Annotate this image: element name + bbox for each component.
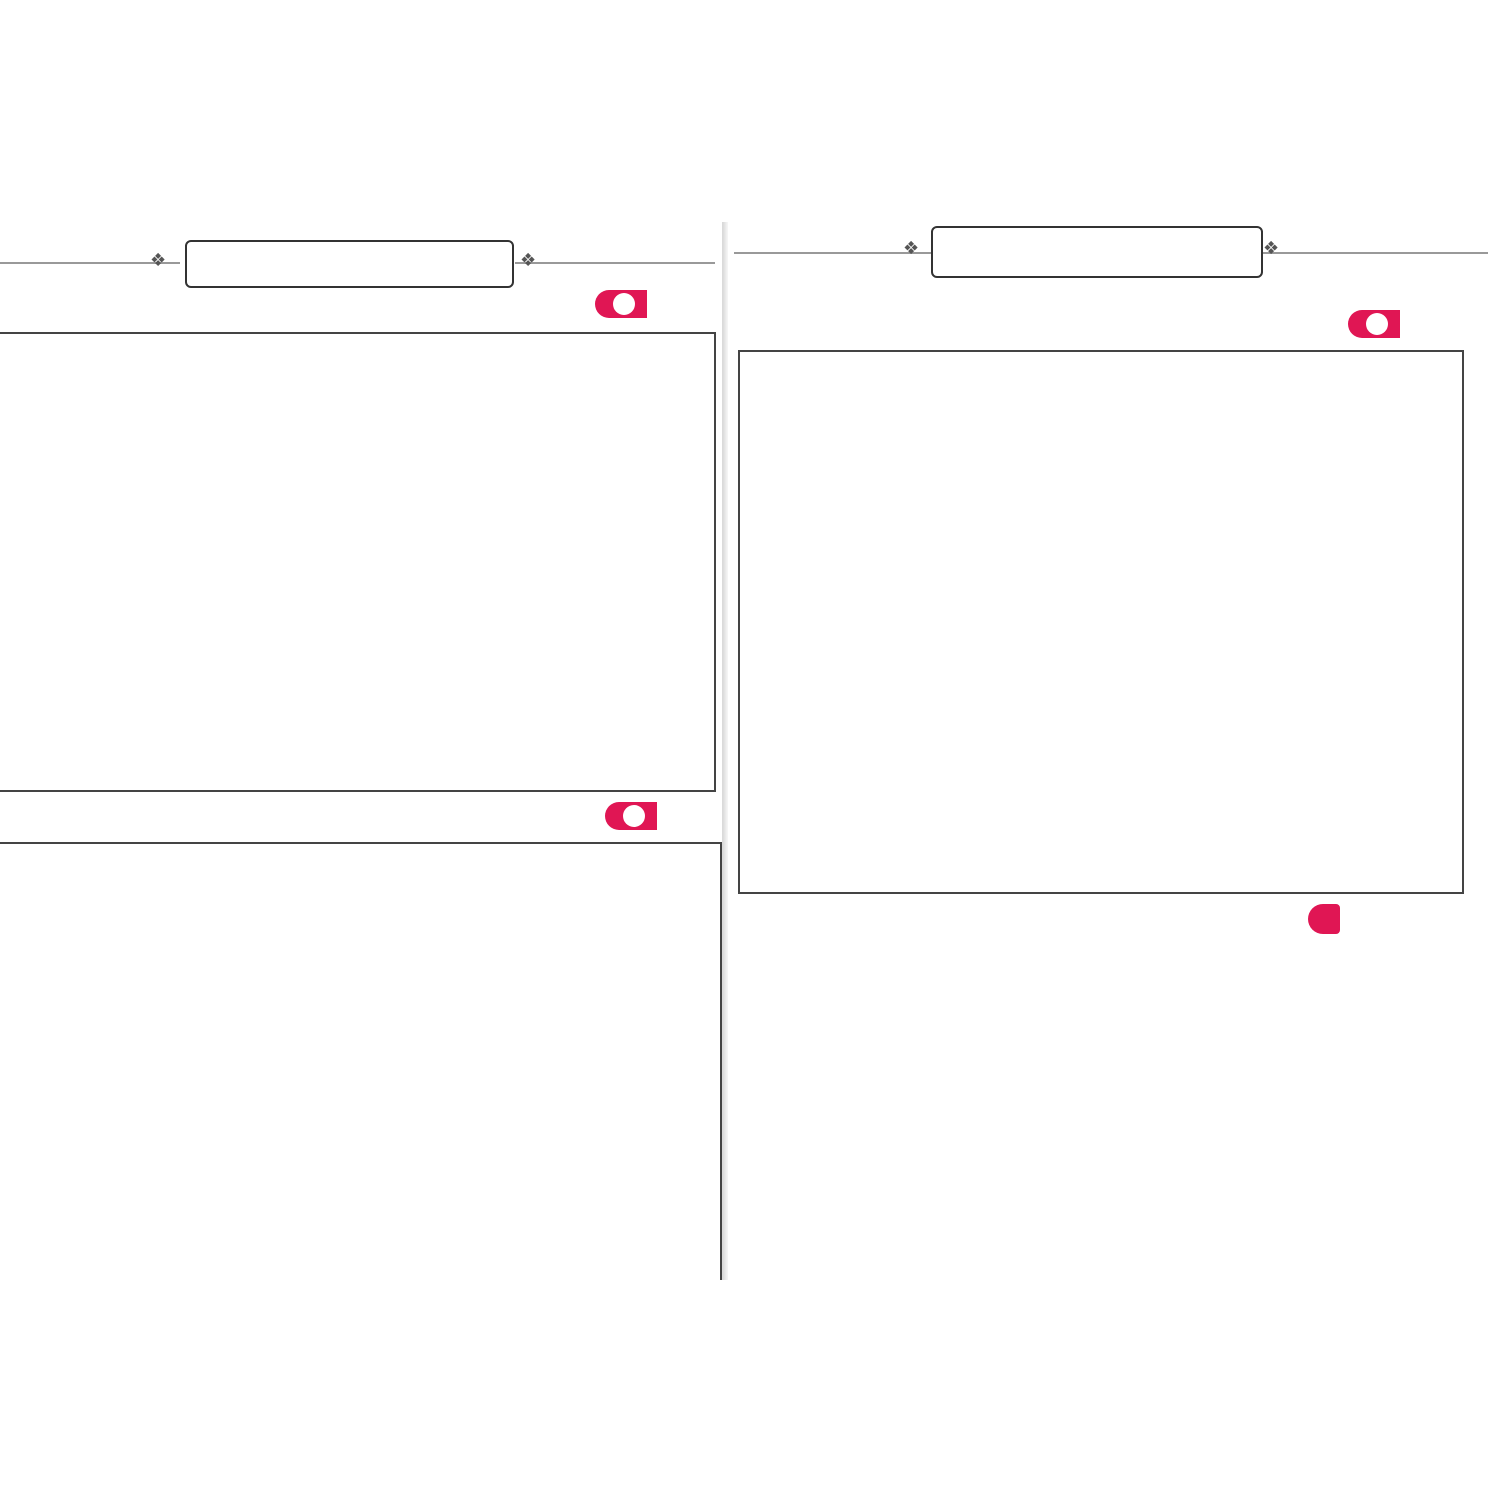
syllable-grid: [738, 350, 1464, 894]
page-title-box: [931, 226, 1263, 278]
right-page: [728, 222, 1500, 1280]
exercise-badge: [1348, 310, 1400, 338]
ornament-icon: ❖: [903, 238, 920, 259]
left-page: [0, 222, 722, 1280]
ornament-icon: ❖: [520, 250, 537, 271]
page-title-box: [185, 240, 514, 288]
exercise-number: [1366, 313, 1388, 335]
ornament-icon: ❖: [1263, 238, 1280, 259]
exercise-badge: [605, 802, 657, 830]
header-rule: [1263, 252, 1488, 254]
ornament-icon: ❖: [150, 250, 167, 271]
word-grid-2: [0, 842, 722, 1280]
header-rule: [515, 262, 715, 264]
board-note-badge: [1308, 904, 1340, 934]
exercise-badge: [595, 290, 647, 318]
exercise-number: [623, 805, 645, 827]
exercise-number: [613, 293, 635, 315]
word-grid-1: [0, 332, 716, 792]
